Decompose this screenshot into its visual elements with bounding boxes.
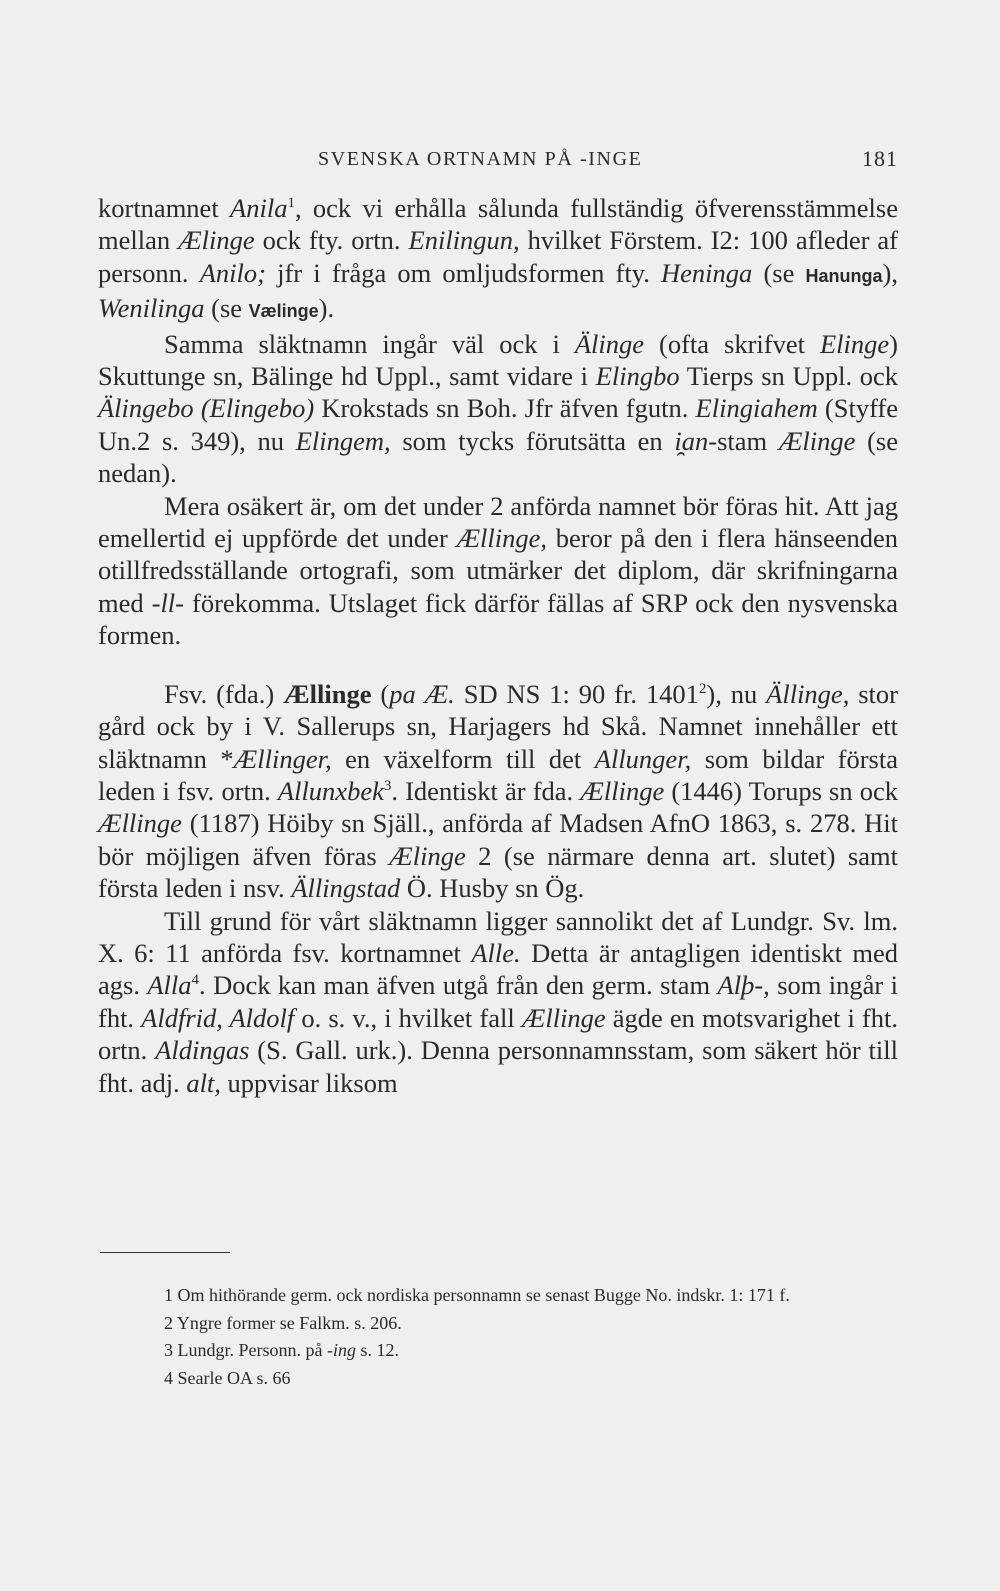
- text-run: . Identiskt är fda.: [391, 775, 581, 806]
- italic-text: Alþ-,: [717, 970, 770, 1001]
- paragraph: [98, 192, 898, 328]
- italic-text: Aldfrid, Aldolf: [141, 1002, 295, 1033]
- text-run: (1446) Torups sn ock: [664, 775, 898, 806]
- italic-text: -ing: [326, 1340, 356, 1361]
- text-run: (Styffe Un.2 s. 349), nu: [98, 393, 899, 456]
- text-run: (se: [752, 257, 806, 288]
- italic-text: Ällinge,: [766, 678, 850, 709]
- text-run: som tycks förutsätta en: [390, 425, 675, 456]
- italic-text: -ll-: [151, 587, 184, 618]
- paragraph: [98, 678, 898, 905]
- text-run: Krokstads sn Boh. Jfr äfven fgutn.: [314, 393, 696, 424]
- italic-text: Ællinger,: [233, 743, 332, 774]
- text-run: ock fty. ortn.: [254, 225, 409, 256]
- italic-text: Ælinge: [778, 425, 856, 456]
- footnote: [98, 1310, 900, 1338]
- text-run: , ock vi erhålla sålunda fullständig öfverensstämmelse mellan: [98, 193, 898, 256]
- italic-text: Heninga: [661, 257, 753, 288]
- page-number: 181: [862, 146, 898, 171]
- footnote-number: 4: [164, 1367, 173, 1388]
- text-run: -stam: [708, 425, 779, 456]
- text-run: en växelform till det: [331, 743, 595, 774]
- text-run: (S. Gall. urk.). Denna personnamnsstam, som säkert hör till fht. adj.: [98, 1035, 899, 1098]
- text-run: (1187) Höiby sn Själl., anförda af Madsen AfnO 1863, s. 278. Hit bör möjligen äfven föras: [98, 808, 898, 871]
- footnote-ref: 4: [191, 972, 200, 989]
- text-run: Om hithörande germ. ock nordiska personnamn se senast Bugge No. indskr. 1: 171 f.: [177, 1285, 790, 1305]
- italic-text: Elingbo: [595, 361, 680, 392]
- italic-text: Ællinge,: [456, 523, 548, 554]
- headword: Ællinge: [283, 678, 372, 709]
- italic-text: Elinge: [819, 328, 890, 359]
- italic-text: i̯an: [674, 425, 709, 456]
- text-run: 2 (se närmare denna art. slutet) samt första leden i nsv.: [98, 840, 898, 904]
- paragraph: [98, 905, 898, 1099]
- footnote-number: 2: [164, 1312, 173, 1333]
- paragraph: [98, 328, 898, 490]
- italic-text: Ælinge: [178, 225, 255, 256]
- text-run: förekomma. Utslaget fick därför fällas af SRP ock den nysvenska formen.: [98, 587, 898, 651]
- italic-text: Elingem,: [295, 425, 391, 456]
- cross-reference: Hanunga: [805, 265, 883, 286]
- footnote-separator: [100, 1252, 230, 1253]
- italic-text: Anila: [230, 193, 288, 223]
- italic-text: Wenilinga: [98, 293, 205, 324]
- text-run: Samma släktnamn ingår väl ock i: [164, 328, 575, 359]
- text-run: ) Skuttunge sn, Bälinge hd Uppl., samt vidare i: [98, 328, 898, 392]
- text-run: Till grund för vårt släktnamn ligger sannolikt det af Lundgr. Sv. lm. X. 6: 11 anförda fsv. kortnamnet: [98, 905, 898, 968]
- italic-text: Älingebo (Elingebo): [98, 393, 315, 424]
- italic-text: pa Æ.: [389, 678, 455, 709]
- italic-text: Ællinge: [580, 775, 665, 806]
- footnote-number: 3: [164, 1340, 173, 1361]
- text-run: ).: [318, 293, 335, 324]
- footnotes: [98, 1282, 900, 1392]
- body-text: [98, 192, 898, 1099]
- footnote: [98, 1365, 900, 1393]
- text-run: Yngre former se Falkm. s. 206.: [176, 1312, 402, 1333]
- text-run: (se: [204, 293, 249, 324]
- italic-text: Ällingstad: [291, 873, 401, 904]
- italic-text: Ællinge: [521, 1002, 606, 1033]
- text-run: uppvisar liksom: [220, 1067, 398, 1098]
- text-run: (: [371, 678, 390, 709]
- text-run: jfr i fråga om omljudsformen fty.: [265, 257, 662, 288]
- text-run: kortnamnet: [98, 193, 231, 223]
- running-title: SVENSKA ORTNAMN PÅ -INGE: [318, 148, 643, 170]
- text-run: SD NS 1: 90 fr. 1401: [454, 678, 699, 709]
- footnote: [98, 1282, 900, 1310]
- italic-text: alt,: [186, 1067, 221, 1098]
- text-run: stor gård ock by i V. Sallerups sn, Harjagers hd Skå. Namnet innehåller ett släktnamn *: [98, 678, 898, 774]
- text-run: s. 12.: [355, 1340, 399, 1361]
- text-run: (se nedan).: [98, 425, 898, 489]
- text-run: ägde en motsvarighet i fht. ortn.: [98, 1002, 898, 1066]
- italic-text: Ællinge: [98, 808, 182, 839]
- italic-text: Elingiahem: [695, 393, 818, 424]
- paragraph: [98, 490, 898, 652]
- text-run: . Dock kan man äfven utgå från den germ. stam: [199, 970, 718, 1001]
- italic-text: Anilo;: [199, 257, 266, 288]
- footnote-ref: 1: [287, 195, 295, 211]
- footnote-ref: 2: [698, 680, 707, 697]
- italic-text: Alla: [147, 970, 192, 1001]
- italic-text: Alle.: [471, 937, 521, 968]
- text-run: Detta är antagligen identiskt med ags.: [98, 937, 898, 1001]
- text-run: Fsv. (fda.): [164, 678, 284, 709]
- text-run: Tierps sn Uppl. ock: [679, 361, 898, 392]
- text-run: ),: [882, 257, 898, 288]
- text-run: ), nu: [706, 678, 767, 709]
- italic-text: Ælinge: [389, 840, 466, 871]
- footnote-ref: 3: [383, 777, 392, 794]
- text-run: som ingår i fht.: [98, 970, 898, 1033]
- italic-text: Enilingun,: [408, 225, 520, 256]
- footnote: [98, 1337, 900, 1365]
- italic-text: Allunxbek: [277, 775, 384, 806]
- text-run: o. s. v., i hvilket fall: [294, 1002, 522, 1033]
- page-header: [100, 140, 898, 176]
- cross-reference: Vælinge: [248, 301, 319, 322]
- text-run: (ofta skrifvet: [644, 328, 820, 359]
- text-run: som bildar första leden i fsv. ortn.: [98, 743, 898, 806]
- text-run: hvilket Förstem. I2: 100 afleder af personn.: [98, 225, 898, 288]
- italic-text: Aldingas: [155, 1035, 250, 1066]
- text-run: Searle OA s. 66: [177, 1367, 291, 1388]
- italic-text: Älinge: [574, 328, 645, 359]
- text-run: beror på den i flera hänseenden otillfredsställande ortografi, som utmärker det diplom, där skrifningarna med: [98, 523, 898, 618]
- text-run: Mera osäkert är, om det under 2 anförda namnet bör föras hit. Att jag emellertid ej uppförde det under: [98, 490, 898, 554]
- footnote-number: 1: [164, 1285, 173, 1305]
- text-run: Ö. Husby sn Ög.: [400, 873, 585, 904]
- text-run: Lundgr. Personn. på: [177, 1340, 327, 1361]
- italic-text: Allunger,: [594, 743, 692, 774]
